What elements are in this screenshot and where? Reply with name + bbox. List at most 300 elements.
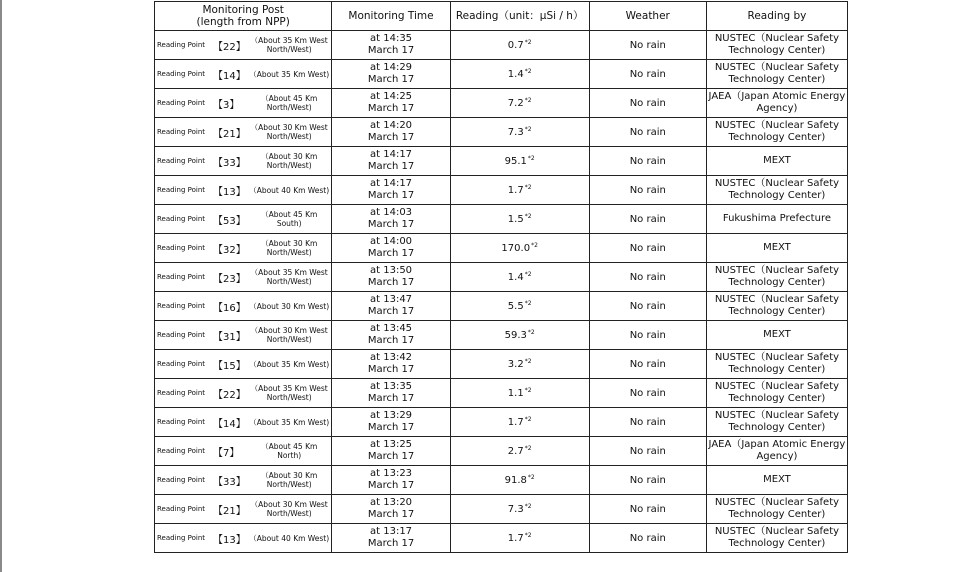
reading-by-line2: Technology Center) xyxy=(728,306,826,317)
weather-cell: No rain xyxy=(589,263,706,292)
monitoring-post-cell xyxy=(155,118,332,147)
time-line2: March 17 xyxy=(367,422,415,433)
reading-by-cell xyxy=(706,408,847,437)
reading-point-label: Reading Point xyxy=(157,418,206,426)
table-row xyxy=(155,466,848,495)
time-line1: at 14:03 xyxy=(370,207,413,218)
time-line2: March 17 xyxy=(367,451,415,462)
distance-text xyxy=(247,471,331,489)
weather-cell: No rain xyxy=(589,176,706,205)
time-line1: at 13:45 xyxy=(370,323,413,334)
reading-by-cell xyxy=(706,495,847,524)
reading-point-number: 【21】 xyxy=(213,505,246,517)
time-line2: March 17 xyxy=(367,74,415,85)
time-line2: March 17 xyxy=(367,335,415,346)
monitoring-time-cell xyxy=(332,350,450,379)
reading-cell xyxy=(450,437,589,466)
reading-cell xyxy=(450,89,589,118)
reading-by-line1: NUSTEC（Nuclear Safety xyxy=(714,352,840,363)
table-row xyxy=(155,60,848,89)
monitoring-post-cell xyxy=(155,147,332,176)
weather-cell: No rain xyxy=(589,408,706,437)
monitoring-time-cell xyxy=(332,147,450,176)
time-line1: at 14:29 xyxy=(370,62,413,73)
weather-cell: No rain xyxy=(589,234,706,263)
reading-value: 5.5 xyxy=(507,301,524,312)
reading-note-mark: *2 xyxy=(527,474,535,481)
reading-value: 59.3 xyxy=(504,330,527,341)
monitoring-post-cell xyxy=(155,234,332,263)
reading-by-line2: Technology Center) xyxy=(728,74,826,85)
reading-by-cell xyxy=(706,437,847,466)
reading-cell xyxy=(450,321,589,350)
reading-value: 1.4 xyxy=(507,69,524,80)
reading-point-label: Reading Point xyxy=(157,70,206,78)
time-line2: March 17 xyxy=(367,161,415,172)
table-row xyxy=(155,292,848,321)
reading-by-line1: NUSTEC（Nuclear Safety xyxy=(714,294,840,305)
reading-cell xyxy=(450,292,589,321)
reading-by-cell xyxy=(706,176,847,205)
reading-value: 7.3 xyxy=(507,127,524,138)
time-line2: March 17 xyxy=(367,306,415,317)
header-monitoring-time: Monitoring Time xyxy=(332,2,450,31)
distance-line1: （About 30 Km xyxy=(261,471,318,480)
reading-cell xyxy=(450,524,589,553)
distance-text xyxy=(247,70,331,79)
distance-line1: （About 35 Km West) xyxy=(249,69,330,79)
reading-by-line1: NUSTEC（Nuclear Safety xyxy=(714,381,840,392)
distance-text xyxy=(247,268,331,286)
monitoring-post-cell xyxy=(155,263,332,292)
distance-line1: （About 40 Km West) xyxy=(249,185,330,195)
weather-cell: No rain xyxy=(589,118,706,147)
reading-value: 1.7 xyxy=(507,533,524,544)
distance-line1: （About 30 Km West xyxy=(250,123,328,132)
table-row xyxy=(155,495,848,524)
reading-by-line1: JAEA（Japan Atomic Energy xyxy=(708,91,846,102)
reading-note-mark: *2 xyxy=(524,416,532,423)
time-line1: at 13:17 xyxy=(370,526,413,537)
reading-by-cell xyxy=(706,466,847,495)
table-row xyxy=(155,31,848,60)
distance-text xyxy=(247,500,331,518)
time-line1: at 14:25 xyxy=(370,91,413,102)
table-body xyxy=(155,31,848,553)
reading-cell xyxy=(450,60,589,89)
page-left-border xyxy=(0,0,2,572)
reading-point-label: Reading Point xyxy=(157,273,206,281)
reading-point-number: 【33】 xyxy=(213,476,246,488)
distance-line1: （About 35 Km West xyxy=(250,36,328,45)
reading-by-cell xyxy=(706,263,847,292)
time-line1: at 13:29 xyxy=(370,410,413,421)
monitoring-time-cell xyxy=(332,408,450,437)
weather-cell: No rain xyxy=(589,292,706,321)
reading-value: 2.7 xyxy=(507,446,524,457)
monitoring-post-cell xyxy=(155,89,332,118)
weather-cell: No rain xyxy=(589,495,706,524)
reading-by-line2: Technology Center) xyxy=(728,422,826,433)
table-row xyxy=(155,147,848,176)
reading-point-number: 【22】 xyxy=(213,389,246,401)
reading-note-mark: *2 xyxy=(524,300,532,307)
reading-point-label: Reading Point xyxy=(157,215,206,223)
reading-by-cell xyxy=(706,89,847,118)
distance-line2: North/West) xyxy=(266,277,312,286)
reading-cell xyxy=(450,205,589,234)
distance-text xyxy=(247,360,331,369)
distance-line2: North/West) xyxy=(266,103,312,112)
reading-by-line2: Technology Center) xyxy=(728,132,826,143)
reading-point-number: 【14】 xyxy=(213,70,246,82)
monitoring-post-cell xyxy=(155,60,332,89)
reading-by-line2: Technology Center) xyxy=(728,364,826,375)
weather-cell: No rain xyxy=(589,379,706,408)
monitoring-table xyxy=(154,1,848,553)
reading-value: 7.3 xyxy=(507,504,524,515)
distance-line2: North/West) xyxy=(266,480,312,489)
reading-note-mark: *2 xyxy=(527,155,535,162)
distance-line1: （About 45 Km xyxy=(261,442,318,451)
reading-by-line1: NUSTEC（Nuclear Safety xyxy=(714,497,840,508)
time-line2: March 17 xyxy=(367,248,415,259)
time-line2: March 17 xyxy=(367,45,415,56)
distance-line2: North/West) xyxy=(266,132,312,141)
weather-cell: No rain xyxy=(589,321,706,350)
header-reading: Reading（unit：μSi / h） xyxy=(450,2,589,31)
monitoring-time-cell xyxy=(332,234,450,263)
monitoring-post-cell xyxy=(155,524,332,553)
weather-cell: No rain xyxy=(589,205,706,234)
reading-point-label: Reading Point xyxy=(157,186,206,194)
monitoring-post-cell xyxy=(155,466,332,495)
header-row xyxy=(155,2,848,31)
weather-cell: No rain xyxy=(589,31,706,60)
distance-text xyxy=(247,384,331,402)
reading-cell xyxy=(450,118,589,147)
reading-cell xyxy=(450,234,589,263)
time-line1: at 13:20 xyxy=(370,497,413,508)
reading-by-cell xyxy=(706,31,847,60)
reading-point-number: 【23】 xyxy=(213,273,246,285)
monitoring-time-cell xyxy=(332,176,450,205)
reading-by-cell xyxy=(706,205,847,234)
reading-value: 1.4 xyxy=(507,272,524,283)
distance-line2: North/West) xyxy=(266,509,312,518)
monitoring-time-cell xyxy=(332,60,450,89)
time-line2: March 17 xyxy=(367,393,415,404)
reading-note-mark: *2 xyxy=(524,358,532,365)
header-monitoring-post xyxy=(155,2,332,31)
distance-text xyxy=(247,152,331,170)
reading-value: 95.1 xyxy=(504,156,527,167)
reading-by-line1: MEXT xyxy=(763,329,791,340)
table-row xyxy=(155,321,848,350)
reading-by-cell xyxy=(706,118,847,147)
time-line2: March 17 xyxy=(367,190,415,201)
distance-line1: （About 30 Km xyxy=(261,239,318,248)
distance-text xyxy=(247,94,331,112)
reading-note-mark: *2 xyxy=(524,532,532,539)
weather-cell: No rain xyxy=(589,60,706,89)
reading-note-mark: *2 xyxy=(524,271,532,278)
reading-value: 0.7 xyxy=(507,40,524,51)
reading-cell xyxy=(450,466,589,495)
reading-by-line2: Technology Center) xyxy=(728,190,826,201)
reading-point-label: Reading Point xyxy=(157,331,206,339)
time-line1: at 14:17 xyxy=(370,149,413,160)
reading-by-line2: Technology Center) xyxy=(728,277,826,288)
reading-point-label: Reading Point xyxy=(157,128,206,136)
distance-line1: （About 30 Km West xyxy=(250,326,328,335)
time-line2: March 17 xyxy=(367,219,415,230)
reading-cell xyxy=(450,408,589,437)
reading-point-number: 【32】 xyxy=(213,244,246,256)
monitoring-post-cell xyxy=(155,321,332,350)
reading-note-mark: *2 xyxy=(524,387,532,394)
reading-note-mark: *2 xyxy=(531,242,538,249)
reading-value: 1.5 xyxy=(507,214,524,225)
distance-line1: （About 35 Km West) xyxy=(249,417,330,427)
distance-text xyxy=(247,534,331,543)
table-row xyxy=(155,234,848,263)
reading-point-number: 【33】 xyxy=(213,157,246,169)
monitoring-time-cell xyxy=(332,495,450,524)
reading-by-line2: Technology Center) xyxy=(728,538,826,549)
reading-by-line1: MEXT xyxy=(763,242,791,253)
distance-line1: （About 30 Km xyxy=(261,152,318,161)
distance-line2: South) xyxy=(276,219,302,228)
time-line2: March 17 xyxy=(367,480,415,491)
time-line1: at 13:23 xyxy=(370,468,413,479)
reading-by-line1: NUSTEC（Nuclear Safety xyxy=(714,62,840,73)
reading-by-line1: NUSTEC（Nuclear Safety xyxy=(714,410,840,421)
distance-line1: （About 35 Km West xyxy=(250,384,328,393)
reading-by-line2: Technology Center) xyxy=(728,509,826,520)
reading-by-cell xyxy=(706,524,847,553)
monitoring-post-cell xyxy=(155,379,332,408)
reading-value: 1.7 xyxy=(507,185,524,196)
reading-point-number: 【21】 xyxy=(213,128,246,140)
weather-cell: No rain xyxy=(589,147,706,176)
monitoring-time-cell xyxy=(332,466,450,495)
distance-line2: North/West) xyxy=(266,248,312,257)
distance-text xyxy=(247,36,331,54)
monitoring-post-cell xyxy=(155,408,332,437)
reading-by-line1: NUSTEC（Nuclear Safety xyxy=(714,178,840,189)
monitoring-time-cell xyxy=(332,89,450,118)
distance-line2: North/West) xyxy=(266,161,312,170)
reading-point-number: 【13】 xyxy=(213,186,246,198)
reading-point-number: 【14】 xyxy=(213,418,246,430)
time-line1: at 13:42 xyxy=(370,352,413,363)
weather-cell: No rain xyxy=(589,89,706,118)
time-line2: March 17 xyxy=(367,277,415,288)
reading-point-number: 【22】 xyxy=(213,41,246,53)
reading-cell xyxy=(450,263,589,292)
reading-note-mark: *2 xyxy=(524,503,532,510)
table-row xyxy=(155,118,848,147)
reading-by-line2: Technology Center) xyxy=(728,45,826,56)
reading-note-mark: *2 xyxy=(524,213,532,220)
distance-text xyxy=(247,418,331,427)
header-weather: Weather xyxy=(589,2,706,31)
table-row xyxy=(155,89,848,118)
reading-note-mark: *2 xyxy=(524,445,532,452)
distance-text xyxy=(247,123,331,141)
time-line1: at 13:47 xyxy=(370,294,413,305)
distance-line1: （About 30 Km West xyxy=(250,500,328,509)
distance-line1: （About 35 Km West) xyxy=(249,359,330,369)
monitoring-time-cell xyxy=(332,379,450,408)
distance-line2: North/West) xyxy=(266,335,312,344)
time-line1: at 14:00 xyxy=(370,236,413,247)
table-row xyxy=(155,408,848,437)
monitoring-time-cell xyxy=(332,437,450,466)
reading-point-number: 【7】 xyxy=(213,447,240,459)
reading-point-label: Reading Point xyxy=(157,476,206,484)
reading-point-number: 【15】 xyxy=(213,360,246,372)
reading-cell xyxy=(450,350,589,379)
reading-point-label: Reading Point xyxy=(157,99,206,107)
header-reading-by: Reading by xyxy=(706,2,847,31)
reading-by-cell xyxy=(706,234,847,263)
reading-value: 7.2 xyxy=(507,98,524,109)
reading-note-mark: *2 xyxy=(524,184,532,191)
weather-cell: No rain xyxy=(589,466,706,495)
monitoring-post-cell xyxy=(155,495,332,524)
distance-line2: North/West) xyxy=(266,393,312,402)
distance-text xyxy=(247,210,331,228)
table-row xyxy=(155,176,848,205)
reading-point-number: 【31】 xyxy=(213,331,246,343)
distance-line2: North/West) xyxy=(266,45,312,54)
distance-line2: North) xyxy=(277,451,302,460)
reading-by-cell xyxy=(706,60,847,89)
reading-point-number: 【16】 xyxy=(213,302,246,314)
reading-point-label: Reading Point xyxy=(157,157,206,165)
monitoring-post-cell xyxy=(155,350,332,379)
reading-value: 170.0 xyxy=(501,243,531,254)
distance-line1: （About 30 Km West) xyxy=(249,301,330,311)
table-row xyxy=(155,379,848,408)
reading-value: 1.1 xyxy=(507,388,524,399)
time-line1: at 13:35 xyxy=(370,381,413,392)
reading-by-line1: Fukushima Prefecture xyxy=(722,213,831,224)
reading-cell xyxy=(450,31,589,60)
reading-by-line2: Agency) xyxy=(756,103,798,114)
time-line1: at 13:50 xyxy=(370,265,413,276)
monitoring-post-cell xyxy=(155,292,332,321)
reading-value: 3.2 xyxy=(507,359,524,370)
reading-cell xyxy=(450,379,589,408)
reading-note-mark: *2 xyxy=(524,68,532,75)
reading-by-cell xyxy=(706,147,847,176)
reading-by-line1: MEXT xyxy=(763,155,791,166)
reading-by-line1: JAEA（Japan Atomic Energy xyxy=(708,439,846,450)
reading-cell xyxy=(450,147,589,176)
reading-cell xyxy=(450,495,589,524)
weather-cell: No rain xyxy=(589,524,706,553)
reading-point-label: Reading Point xyxy=(157,360,206,368)
table-row xyxy=(155,437,848,466)
weather-cell: No rain xyxy=(589,350,706,379)
distance-text xyxy=(247,302,331,311)
reading-point-number: 【3】 xyxy=(213,99,240,111)
reading-note-mark: *2 xyxy=(524,97,532,104)
time-line2: March 17 xyxy=(367,509,415,520)
reading-by-cell xyxy=(706,292,847,321)
reading-by-line1: NUSTEC（Nuclear Safety xyxy=(714,120,840,131)
time-line1: at 14:35 xyxy=(370,33,413,44)
distance-line1: （About 40 Km West) xyxy=(249,533,330,543)
time-line1: at 13:25 xyxy=(370,439,413,450)
reading-note-mark: *2 xyxy=(524,126,532,133)
reading-point-label: Reading Point xyxy=(157,534,206,542)
monitoring-time-cell xyxy=(332,263,450,292)
distance-line1: （About 45 Km xyxy=(261,210,318,219)
time-line2: March 17 xyxy=(367,103,415,114)
reading-point-number: 【13】 xyxy=(213,534,246,546)
reading-point-label: Reading Point xyxy=(157,389,206,397)
reading-point-label: Reading Point xyxy=(157,447,206,455)
header-post-line2: (length from NPP) xyxy=(196,16,290,28)
reading-value: 1.7 xyxy=(507,417,524,428)
reading-point-number: 【53】 xyxy=(213,215,246,227)
reading-by-line1: NUSTEC（Nuclear Safety xyxy=(714,265,840,276)
reading-by-line1: NUSTEC（Nuclear Safety xyxy=(714,33,840,44)
time-line2: March 17 xyxy=(367,538,415,549)
distance-text xyxy=(247,186,331,195)
reading-by-cell xyxy=(706,379,847,408)
header-post-line1: Monitoring Post xyxy=(202,4,284,16)
reading-by-line2: Agency) xyxy=(756,451,798,462)
reading-point-label: Reading Point xyxy=(157,244,206,252)
distance-line1: （About 35 Km West xyxy=(250,268,328,277)
time-line2: March 17 xyxy=(367,364,415,375)
monitoring-post-cell xyxy=(155,176,332,205)
reading-point-label: Reading Point xyxy=(157,41,206,49)
monitoring-time-cell xyxy=(332,321,450,350)
reading-note-mark: *2 xyxy=(527,329,535,336)
table-row xyxy=(155,524,848,553)
distance-line1: （About 45 Km xyxy=(261,94,318,103)
monitoring-time-cell xyxy=(332,118,450,147)
time-line2: March 17 xyxy=(367,132,415,143)
reading-note-mark: *2 xyxy=(524,39,532,46)
monitoring-time-cell xyxy=(332,524,450,553)
reading-point-label: Reading Point xyxy=(157,302,206,310)
reading-by-line1: NUSTEC（Nuclear Safety xyxy=(714,526,840,537)
monitoring-time-cell xyxy=(332,205,450,234)
time-line1: at 14:17 xyxy=(370,178,413,189)
distance-text xyxy=(247,239,331,257)
monitoring-post-cell xyxy=(155,437,332,466)
table-row xyxy=(155,205,848,234)
reading-cell xyxy=(450,176,589,205)
monitoring-post-cell xyxy=(155,205,332,234)
monitoring-time-cell xyxy=(332,292,450,321)
monitoring-time-cell xyxy=(332,31,450,60)
reading-by-cell xyxy=(706,321,847,350)
reading-by-cell xyxy=(706,350,847,379)
reading-value: 91.8 xyxy=(504,475,527,486)
weather-cell: No rain xyxy=(589,437,706,466)
time-line1: at 14:20 xyxy=(370,120,413,131)
reading-by-line2: Technology Center) xyxy=(728,393,826,404)
table-row xyxy=(155,263,848,292)
